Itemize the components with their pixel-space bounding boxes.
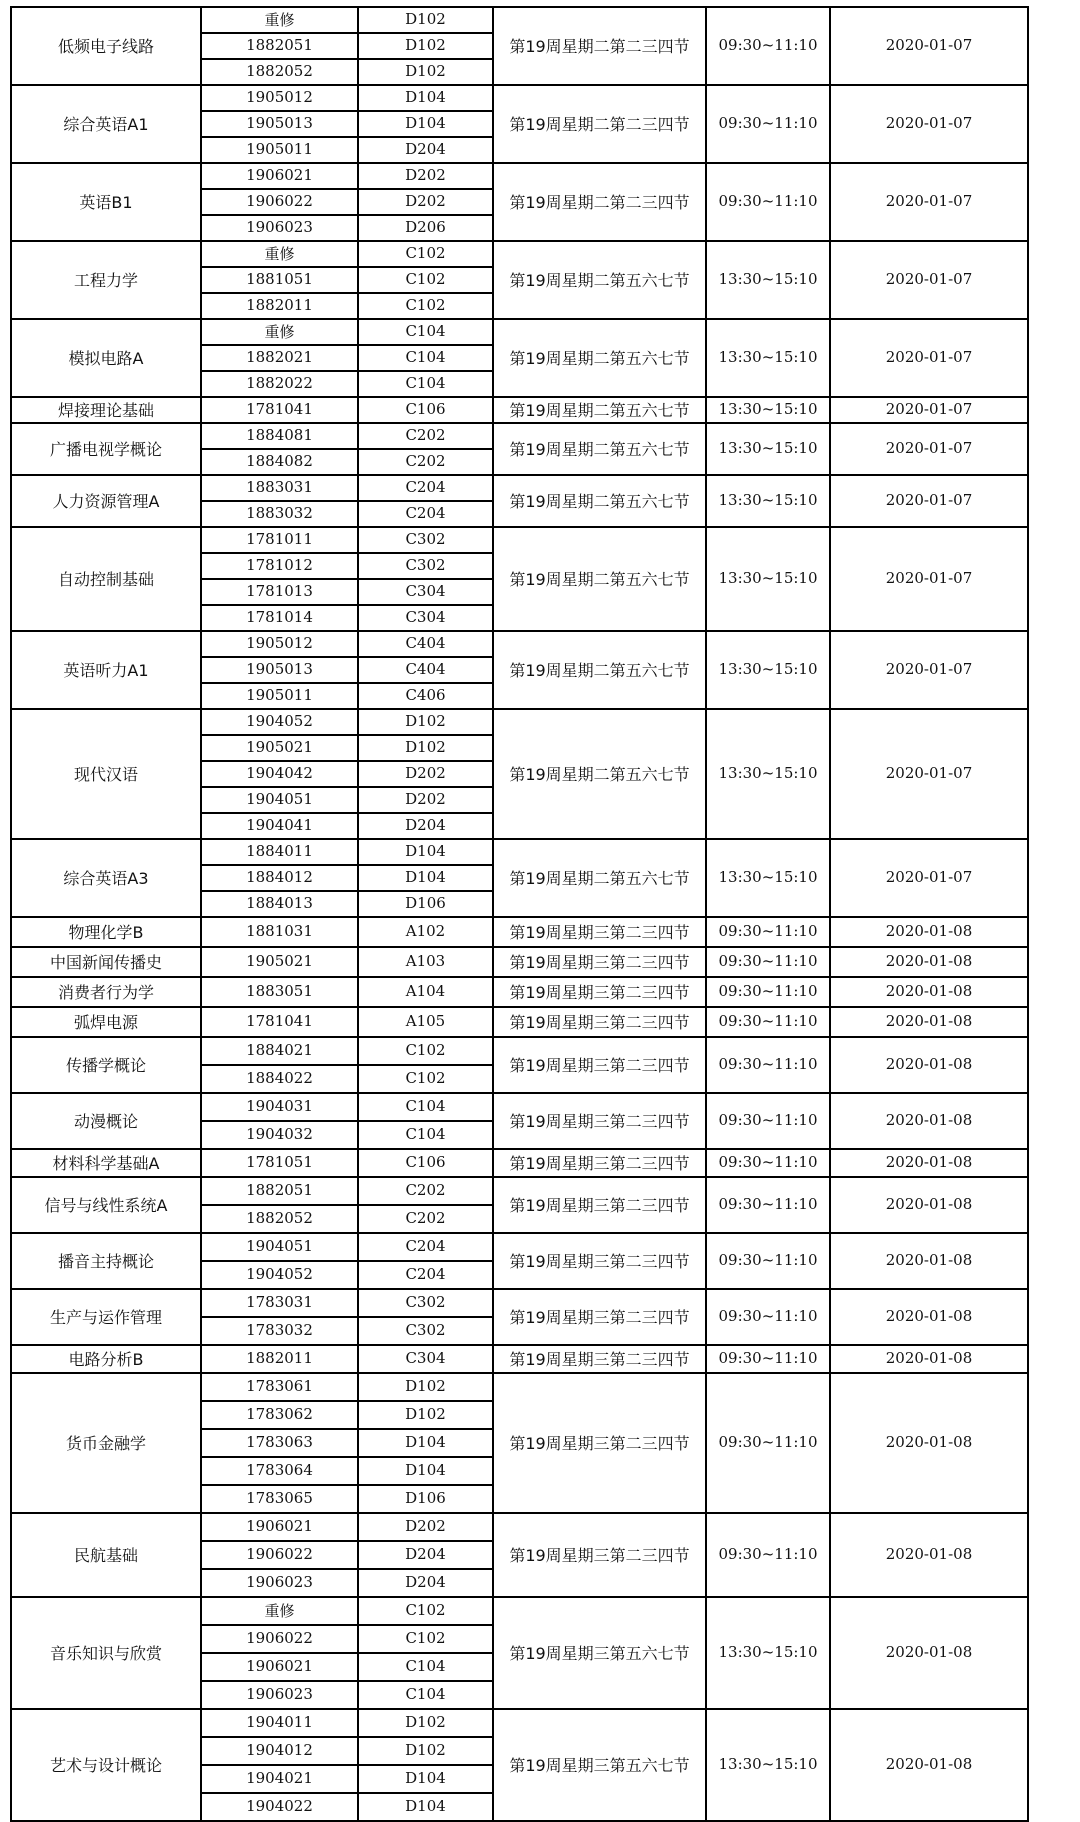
class-code-cell: 1884082 — [246, 452, 313, 470]
exam-date-cell: 2020-01-07 — [885, 270, 973, 288]
course-name-cell: 音乐知识与欣赏 — [49, 1643, 162, 1663]
room-cell: C302 — [405, 1321, 446, 1339]
room-cell: C202 — [405, 1181, 446, 1199]
exam-period-cell: 第19周星期三第五六七节 — [509, 1755, 690, 1775]
course-name-cell: 传播学概论 — [65, 1055, 146, 1075]
exam-time-cell: 09:30~11:10 — [718, 952, 818, 970]
class-code-cell: 1783061 — [246, 1377, 313, 1395]
row-divider — [200, 1652, 494, 1654]
room-cell: C104 — [405, 348, 446, 366]
room-cell: D102 — [405, 62, 446, 80]
room-cell: A102 — [405, 922, 446, 940]
room-cell: D206 — [405, 218, 446, 236]
exam-date-cell: 2020-01-08 — [885, 1251, 973, 1269]
exam-time-cell: 09:30~11:10 — [718, 1111, 818, 1129]
course-name-cell: 低频电子线路 — [57, 36, 154, 56]
room-cell: C102 — [405, 244, 446, 262]
room-cell: C304 — [405, 608, 446, 626]
room-cell: C204 — [405, 478, 446, 496]
class-code-cell: 1783032 — [246, 1321, 313, 1339]
exam-period-cell: 第19周星期二第五六七节 — [509, 660, 690, 680]
course-name-cell: 广播电视学概论 — [49, 439, 162, 459]
row-divider — [200, 1428, 494, 1430]
exam-date-cell: 2020-01-08 — [885, 1012, 973, 1030]
row-divider — [200, 1736, 494, 1738]
exam-period-cell: 第19周星期三第二三四节 — [509, 1111, 690, 1131]
exam-date-cell: 2020-01-08 — [885, 952, 973, 970]
class-code-cell: 1904021 — [246, 1769, 313, 1787]
exam-date-cell: 2020-01-07 — [885, 439, 973, 457]
class-code-cell: 1783062 — [246, 1405, 313, 1423]
room-cell: D104 — [405, 1433, 446, 1451]
row-divider — [200, 734, 494, 736]
room-cell: D204 — [405, 816, 446, 834]
room-cell: D104 — [405, 1797, 446, 1815]
class-code-cell: 1783031 — [246, 1293, 313, 1311]
exam-period-cell: 第19周星期三第二三四节 — [509, 1545, 690, 1565]
room-cell: D202 — [405, 166, 446, 184]
room-cell: C304 — [405, 1349, 446, 1367]
room-cell: C302 — [405, 530, 446, 548]
class-code-cell: 1905013 — [246, 660, 313, 678]
room-cell: C204 — [405, 1265, 446, 1283]
exam-date-cell: 2020-01-08 — [885, 922, 973, 940]
exam-period-cell: 第19周星期三第二三四节 — [509, 1251, 690, 1271]
exam-time-cell: 13:30~15:10 — [718, 569, 818, 587]
row-divider — [200, 292, 494, 294]
exam-period-cell: 第19周星期三第二三四节 — [509, 1433, 690, 1453]
row-divider — [200, 656, 494, 658]
room-cell: D202 — [405, 1517, 446, 1535]
room-cell: D102 — [405, 1713, 446, 1731]
exam-period-cell: 第19周星期三第二三四节 — [509, 1307, 690, 1327]
class-code-cell: 1904052 — [246, 712, 313, 730]
class-code-cell: 1905011 — [246, 140, 313, 158]
column-line — [705, 6, 707, 1820]
room-cell: D102 — [405, 738, 446, 756]
class-code-cell: 1906023 — [246, 218, 313, 236]
room-cell: C102 — [405, 1069, 446, 1087]
class-code-cell: 1906023 — [246, 1685, 313, 1703]
class-code-cell: 1904051 — [246, 790, 313, 808]
class-code-cell: 1904042 — [246, 764, 313, 782]
class-code-cell: 1884012 — [246, 868, 313, 886]
exam-time-cell: 09:30~11:10 — [718, 1055, 818, 1073]
room-cell: D204 — [405, 1573, 446, 1591]
room-cell: C104 — [405, 1125, 446, 1143]
class-code-cell: 1904041 — [246, 816, 313, 834]
column-line — [200, 6, 202, 1820]
room-cell: C204 — [405, 1237, 446, 1255]
row-divider — [200, 1400, 494, 1402]
class-code-cell: 重修 — [264, 1601, 295, 1620]
exam-period-cell: 第19周星期二第五六七节 — [509, 868, 690, 888]
exam-time-cell: 13:30~15:10 — [718, 660, 818, 678]
room-cell: C104 — [405, 322, 446, 340]
room-cell: C102 — [405, 270, 446, 288]
class-code-cell: 1783065 — [246, 1489, 313, 1507]
exam-time-cell: 13:30~15:10 — [718, 764, 818, 782]
exam-date-cell: 2020-01-07 — [885, 491, 973, 509]
row-divider — [200, 1064, 494, 1066]
class-code-cell: 1883031 — [246, 478, 313, 496]
room-cell: C406 — [405, 686, 446, 704]
exam-date-cell: 2020-01-08 — [885, 1307, 973, 1325]
class-code-cell: 1906023 — [246, 1573, 313, 1591]
course-name-cell: 信号与线性系统A — [44, 1195, 168, 1215]
row-divider — [200, 1204, 494, 1206]
room-cell: D202 — [405, 790, 446, 808]
course-name-cell: 人力资源管理A — [52, 491, 160, 511]
exam-date-cell: 2020-01-08 — [885, 1195, 973, 1213]
row-divider — [200, 1568, 494, 1570]
class-code-cell: 1882052 — [246, 1209, 313, 1227]
row-divider — [200, 370, 494, 372]
row-divider — [200, 58, 494, 60]
room-cell: C304 — [405, 582, 446, 600]
column-line — [357, 6, 359, 1820]
class-code-cell: 1882021 — [246, 348, 313, 366]
row-divider — [200, 1316, 494, 1318]
exam-date-cell: 2020-01-07 — [885, 569, 973, 587]
exam-period-cell: 第19周星期二第五六七节 — [509, 400, 690, 420]
room-cell: A103 — [405, 952, 446, 970]
exam-time-cell: 09:30~11:10 — [718, 1307, 818, 1325]
room-cell: D104 — [405, 1461, 446, 1479]
room-cell: D102 — [405, 712, 446, 730]
course-name-cell: 物理化学B — [68, 922, 144, 942]
exam-period-cell: 第19周星期三第二三四节 — [509, 1055, 690, 1075]
course-name-cell: 弧焊电源 — [73, 1012, 138, 1032]
course-name-cell: 播音主持概论 — [57, 1251, 154, 1271]
class-code-cell: 1906022 — [246, 1545, 313, 1563]
class-code-cell: 1904051 — [246, 1237, 313, 1255]
exam-date-cell: 2020-01-07 — [885, 192, 973, 210]
exam-time-cell: 13:30~15:10 — [718, 400, 818, 418]
class-code-cell: 1906021 — [246, 1517, 313, 1535]
class-code-cell: 1781041 — [246, 1012, 313, 1030]
course-name-cell: 自动控制基础 — [57, 569, 154, 589]
course-name-cell: 工程力学 — [73, 270, 138, 290]
row-divider — [200, 682, 494, 684]
class-code-cell: 1906021 — [246, 166, 313, 184]
course-name-cell: 英语听力A1 — [63, 660, 149, 680]
room-cell: D102 — [405, 10, 446, 28]
exam-time-cell: 09:30~11:10 — [718, 192, 818, 210]
exam-period-cell: 第19周星期三第二三四节 — [509, 952, 690, 972]
class-code-cell: 1906022 — [246, 192, 313, 210]
course-name-cell: 综合英语A1 — [63, 114, 149, 134]
exam-time-cell: 09:30~11:10 — [718, 1153, 818, 1171]
exam-time-cell: 13:30~15:10 — [718, 1755, 818, 1773]
course-name-cell: 模拟电路A — [68, 348, 144, 368]
exam-date-cell: 2020-01-08 — [885, 1755, 973, 1773]
row-divider — [200, 188, 494, 190]
room-cell: D102 — [405, 1741, 446, 1759]
exam-period-cell: 第19周星期三第二三四节 — [509, 1153, 690, 1173]
room-cell: C104 — [405, 374, 446, 392]
exam-period-cell: 第19周星期三第二三四节 — [509, 1349, 690, 1369]
exam-time-cell: 13:30~15:10 — [718, 348, 818, 366]
class-code-cell: 1781051 — [246, 1153, 313, 1171]
room-cell: A104 — [405, 982, 446, 1000]
row-divider — [200, 1484, 494, 1486]
course-name-cell: 消费者行为学 — [57, 982, 154, 1002]
exam-time-cell: 09:30~11:10 — [718, 1251, 818, 1269]
class-code-cell: 1882052 — [246, 62, 313, 80]
row-divider — [200, 1680, 494, 1682]
exam-date-cell: 2020-01-08 — [885, 1433, 973, 1451]
exam-time-cell: 09:30~11:10 — [718, 1349, 818, 1367]
room-cell: C204 — [405, 504, 446, 522]
course-name-cell: 生产与运作管理 — [49, 1307, 162, 1327]
row-divider — [200, 786, 494, 788]
class-code-cell: 1884021 — [246, 1041, 313, 1059]
room-cell: D202 — [405, 192, 446, 210]
class-code-cell: 重修 — [264, 10, 295, 29]
exam-time-cell: 09:30~11:10 — [718, 1545, 818, 1563]
class-code-cell: 1883032 — [246, 504, 313, 522]
room-cell: C202 — [405, 1209, 446, 1227]
exam-date-cell: 2020-01-08 — [885, 1153, 973, 1171]
room-cell: C106 — [405, 1153, 446, 1171]
class-code-cell: 1904022 — [246, 1797, 313, 1815]
row-divider — [200, 32, 494, 34]
class-code-cell: 1781011 — [246, 530, 313, 548]
class-code-cell: 1906022 — [246, 1629, 313, 1647]
row-divider — [200, 552, 494, 554]
column-line — [492, 6, 494, 1820]
exam-date-cell: 2020-01-07 — [885, 660, 973, 678]
exam-date-cell: 2020-01-07 — [885, 36, 973, 54]
exam-time-cell: 13:30~15:10 — [718, 491, 818, 509]
room-cell: C102 — [405, 1629, 446, 1647]
exam-date-cell: 2020-01-07 — [885, 400, 973, 418]
exam-period-cell: 第19周星期二第五六七节 — [509, 439, 690, 459]
class-code-cell: 1783063 — [246, 1433, 313, 1451]
class-code-cell: 1904052 — [246, 1265, 313, 1283]
class-code-cell: 1905011 — [246, 686, 313, 704]
row-divider — [200, 578, 494, 580]
room-cell: A105 — [405, 1012, 446, 1030]
room-cell: D202 — [405, 764, 446, 782]
exam-period-cell: 第19周星期三第五六七节 — [509, 1643, 690, 1663]
room-cell: D104 — [405, 842, 446, 860]
class-code-cell: 1882022 — [246, 374, 313, 392]
row-divider — [200, 266, 494, 268]
room-cell: C102 — [405, 1601, 446, 1619]
exam-time-cell: 13:30~15:10 — [718, 270, 818, 288]
room-cell: C202 — [405, 426, 446, 444]
row-divider — [200, 110, 494, 112]
class-code-cell: 1783064 — [246, 1461, 313, 1479]
room-cell: C202 — [405, 452, 446, 470]
class-code-cell: 1905013 — [246, 114, 313, 132]
exam-time-cell: 13:30~15:10 — [718, 868, 818, 886]
room-cell: D102 — [405, 1405, 446, 1423]
class-code-cell: 1905021 — [246, 952, 313, 970]
room-cell: D104 — [405, 114, 446, 132]
exam-period-cell: 第19周星期二第二三四节 — [509, 192, 690, 212]
exam-period-cell: 第19周星期二第五六七节 — [509, 491, 690, 511]
course-name-cell: 电路分析B — [68, 1349, 144, 1369]
exam-time-cell: 13:30~15:10 — [718, 439, 818, 457]
exam-date-cell: 2020-01-08 — [885, 1349, 973, 1367]
row-divider — [200, 136, 494, 138]
row-divider — [200, 448, 494, 450]
room-cell: D104 — [405, 868, 446, 886]
class-code-cell: 1905012 — [246, 88, 313, 106]
class-code-cell: 1884081 — [246, 426, 313, 444]
class-code-cell: 1904032 — [246, 1125, 313, 1143]
course-name-cell: 英语B1 — [79, 192, 133, 212]
class-code-cell: 1882011 — [246, 1349, 313, 1367]
row-divider — [200, 604, 494, 606]
exam-period-cell: 第19周星期二第五六七节 — [509, 348, 690, 368]
room-cell: C404 — [405, 634, 446, 652]
class-code-cell: 1781013 — [246, 582, 313, 600]
exam-period-cell: 第19周星期三第二三四节 — [509, 922, 690, 942]
exam-period-cell: 第19周星期二第五六七节 — [509, 569, 690, 589]
row-divider — [200, 1456, 494, 1458]
row-divider — [200, 812, 494, 814]
room-cell: C104 — [405, 1657, 446, 1675]
course-name-cell: 动漫概论 — [73, 1111, 138, 1131]
class-code-cell: 1781041 — [246, 400, 313, 418]
exam-date-cell: 2020-01-08 — [885, 1111, 973, 1129]
exam-period-cell: 第19周星期二第二三四节 — [509, 36, 690, 56]
course-name-cell: 材料科学基础A — [52, 1153, 160, 1173]
exam-time-cell: 09:30~11:10 — [718, 982, 818, 1000]
room-cell: D104 — [405, 88, 446, 106]
column-line — [1027, 6, 1029, 1820]
class-code-cell: 1906021 — [246, 1657, 313, 1675]
room-cell: D104 — [405, 1769, 446, 1787]
course-name-cell: 中国新闻传播史 — [49, 952, 162, 972]
class-code-cell: 1904031 — [246, 1097, 313, 1115]
exam-time-cell: 13:30~15:10 — [718, 1643, 818, 1661]
class-code-cell: 1781014 — [246, 608, 313, 626]
exam-time-cell: 09:30~11:10 — [718, 1195, 818, 1213]
class-code-cell: 1881051 — [246, 270, 313, 288]
room-cell: C102 — [405, 1041, 446, 1059]
exam-date-cell: 2020-01-08 — [885, 982, 973, 1000]
class-code-cell: 1884022 — [246, 1069, 313, 1087]
room-cell: C302 — [405, 556, 446, 574]
exam-period-cell: 第19周星期二第五六七节 — [509, 764, 690, 784]
exam-time-cell: 09:30~11:10 — [718, 1433, 818, 1451]
row-divider — [200, 500, 494, 502]
course-name-cell: 现代汉语 — [73, 764, 138, 784]
class-code-cell: 1905021 — [246, 738, 313, 756]
class-code-cell: 1882011 — [246, 296, 313, 314]
room-cell: D106 — [405, 894, 446, 912]
column-line — [829, 6, 831, 1820]
row-divider — [200, 1120, 494, 1122]
exam-period-cell: 第19周星期二第五六七节 — [509, 270, 690, 290]
exam-period-cell: 第19周星期二第二三四节 — [509, 114, 690, 134]
room-cell: C404 — [405, 660, 446, 678]
row-divider — [200, 760, 494, 762]
class-code-cell: 重修 — [264, 244, 295, 263]
course-name-cell: 综合英语A3 — [63, 868, 149, 888]
course-name-cell: 焊接理论基础 — [57, 400, 154, 420]
exam-date-cell: 2020-01-07 — [885, 764, 973, 782]
row-divider — [200, 344, 494, 346]
room-cell: C104 — [405, 1097, 446, 1115]
room-cell: D106 — [405, 1489, 446, 1507]
row-divider — [200, 214, 494, 216]
exam-date-cell: 2020-01-07 — [885, 114, 973, 132]
room-cell: C102 — [405, 296, 446, 314]
row-divider — [200, 1764, 494, 1766]
row-divider — [200, 864, 494, 866]
room-cell: D204 — [405, 1545, 446, 1563]
exam-time-cell: 09:30~11:10 — [718, 922, 818, 940]
class-code-cell: 1904012 — [246, 1741, 313, 1759]
exam-period-cell: 第19周星期三第二三四节 — [509, 982, 690, 1002]
row-divider — [200, 1624, 494, 1626]
class-code-cell: 1905012 — [246, 634, 313, 652]
course-name-cell: 货币金融学 — [65, 1433, 146, 1453]
class-code-cell: 1781012 — [246, 556, 313, 574]
room-cell: D102 — [405, 1377, 446, 1395]
class-code-cell: 1882051 — [246, 1181, 313, 1199]
course-name-cell: 艺术与设计概论 — [49, 1755, 162, 1775]
exam-date-cell: 2020-01-07 — [885, 348, 973, 366]
exam-date-cell: 2020-01-08 — [885, 1055, 973, 1073]
course-name-cell: 民航基础 — [73, 1545, 138, 1565]
class-code-cell: 1882051 — [246, 36, 313, 54]
class-code-cell: 1884011 — [246, 842, 313, 860]
column-line — [10, 6, 12, 1820]
room-cell: C302 — [405, 1293, 446, 1311]
exam-period-cell: 第19周星期三第二三四节 — [509, 1012, 690, 1032]
exam-time-cell: 09:30~11:10 — [718, 1012, 818, 1030]
room-cell: C104 — [405, 1685, 446, 1703]
class-code-cell: 1884013 — [246, 894, 313, 912]
room-cell: D102 — [405, 36, 446, 54]
row-divider — [200, 1792, 494, 1794]
class-code-cell: 1883051 — [246, 982, 313, 1000]
room-cell: D204 — [405, 140, 446, 158]
room-cell: C106 — [405, 400, 446, 418]
exam-time-cell: 09:30~11:10 — [718, 114, 818, 132]
exam-date-cell: 2020-01-07 — [885, 868, 973, 886]
class-code-cell: 1904011 — [246, 1713, 313, 1731]
row-divider — [200, 890, 494, 892]
exam-time-cell: 09:30~11:10 — [718, 36, 818, 54]
row-divider — [200, 1260, 494, 1262]
class-code-cell: 重修 — [264, 322, 295, 341]
exam-date-cell: 2020-01-08 — [885, 1643, 973, 1661]
class-code-cell: 1881031 — [246, 922, 313, 940]
exam-date-cell: 2020-01-08 — [885, 1545, 973, 1563]
exam-period-cell: 第19周星期三第二三四节 — [509, 1195, 690, 1215]
row-divider — [200, 1540, 494, 1542]
